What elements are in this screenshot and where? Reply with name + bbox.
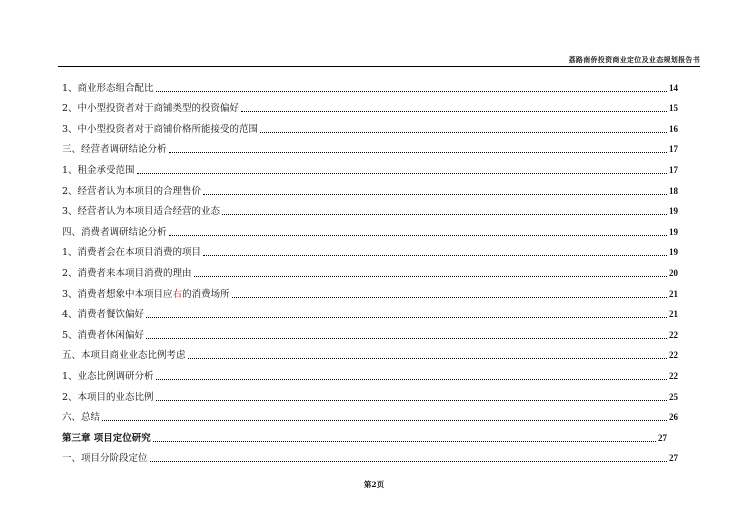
toc-page-number: 17 — [669, 144, 678, 155]
dot-leader — [203, 255, 667, 256]
dot-leader — [153, 441, 656, 442]
toc-entry-label: 六、总结 — [62, 412, 101, 424]
toc-page-number: 26 — [669, 412, 678, 423]
dot-leader — [156, 91, 667, 92]
dot-leader — [260, 132, 667, 133]
toc-page-number: 21 — [669, 309, 678, 320]
dot-leader — [241, 111, 667, 112]
dot-leader — [169, 152, 667, 153]
dot-leader — [194, 276, 667, 277]
toc-page-number: 19 — [669, 247, 678, 258]
toc-entry[interactable] — [62, 403, 678, 424]
toc-entry[interactable] — [62, 361, 678, 382]
toc-page-number: 22 — [669, 370, 678, 381]
toc-entry-label — [62, 289, 230, 300]
toc-page-number: 27 — [658, 432, 667, 443]
running-header: 荔路南侨投资商业定位及业态规划报告书 — [568, 55, 700, 64]
toc-page-number: 18 — [669, 185, 678, 196]
toc-entry-label: 五、本项目商业业态比例考虑 — [62, 350, 186, 362]
toc-entry-label: 2、消费者来本项目消费的理由 — [62, 267, 192, 279]
toc-entry-label: 1、业态比例调研分析 — [62, 370, 154, 382]
toc-page-number: 17 — [669, 164, 678, 175]
toc-label-highlight: 右 — [172, 288, 183, 300]
dot-leader — [150, 461, 667, 462]
toc-entry[interactable] — [62, 320, 678, 341]
toc-entry[interactable] — [62, 73, 678, 94]
toc-page-number: 20 — [669, 267, 678, 278]
toc-entry[interactable] — [62, 114, 678, 135]
toc-entry[interactable] — [62, 94, 678, 115]
dot-leader — [102, 420, 667, 421]
toc-page-number: 19 — [669, 226, 678, 237]
toc-entry-label: 4、消费者餐饮偏好 — [62, 309, 145, 321]
toc-entry-label: 3、中小型投资者对于商铺价格所能接受的范围 — [62, 123, 259, 135]
header-rule — [58, 66, 700, 67]
toc-label-prefix: 3、消费者想象中本项目应 — [62, 288, 173, 300]
toc-entry-label: 2、本项目的业态比例 — [62, 391, 154, 403]
toc-entry[interactable] — [62, 176, 678, 197]
toc-page-number: 15 — [669, 103, 678, 114]
page-footer: 第2页 — [363, 480, 385, 489]
toc-entry-label: 1、消费者会在本项目消费的项目 — [62, 247, 202, 259]
toc-entry-label: 2、中小型投资者对于商铺类型的投资偏好 — [62, 103, 240, 115]
dot-leader — [232, 297, 667, 298]
toc-entry-label: 一、项目分阶段定位 — [62, 453, 148, 465]
toc-entry[interactable] — [62, 197, 678, 218]
dot-leader — [146, 338, 667, 339]
toc-entry[interactable] — [62, 444, 678, 465]
dot-leader — [146, 317, 667, 318]
toc-entry-label: 5、消费者休闲偏好 — [62, 329, 145, 341]
toc-page-number: 22 — [669, 329, 678, 340]
toc-entry[interactable] — [62, 279, 678, 300]
toc-page-number: 21 — [669, 288, 678, 299]
toc-entry[interactable] — [62, 341, 678, 362]
toc-page-number: 16 — [669, 123, 678, 134]
toc-entry-label: 第三章 项目定位研究 — [62, 432, 151, 444]
dot-leader — [137, 173, 667, 174]
toc-page-number: 25 — [669, 391, 678, 402]
toc-page-number: 19 — [669, 206, 678, 217]
dot-leader — [156, 379, 667, 380]
toc-entry-label: 四、消费者调研结论分析 — [62, 226, 167, 238]
toc-label-suffix: 的消费场所 — [182, 288, 230, 300]
table-of-contents — [62, 73, 678, 464]
toc-entry[interactable] — [62, 382, 678, 403]
toc-page-number: 27 — [669, 453, 678, 464]
toc-entry[interactable] — [62, 238, 678, 259]
toc-entry[interactable] — [62, 217, 678, 238]
dot-leader — [188, 358, 667, 359]
toc-entry-label: 1、租金承受范围 — [62, 164, 135, 176]
toc-entry[interactable] — [62, 155, 678, 176]
toc-entry[interactable] — [62, 135, 678, 156]
toc-page-number: 14 — [669, 82, 678, 93]
toc-entry[interactable] — [62, 300, 678, 321]
dot-leader — [169, 235, 667, 236]
dot-leader — [222, 214, 667, 215]
toc-page-number: 22 — [669, 350, 678, 361]
toc-entry-label: 2、经营者认为本项目的合理售价 — [62, 185, 202, 197]
toc-entry-label: 3、经营者认为本项目适合经营的业态 — [62, 206, 221, 218]
toc-chapter-entry[interactable] — [62, 423, 667, 444]
toc-entry[interactable] — [62, 258, 678, 279]
toc-entry-label: 1、商业形态组合配比 — [62, 82, 154, 94]
dot-leader — [203, 194, 667, 195]
toc-entry-label: 三、经营者调研结论分析 — [62, 144, 167, 156]
dot-leader — [156, 400, 667, 401]
